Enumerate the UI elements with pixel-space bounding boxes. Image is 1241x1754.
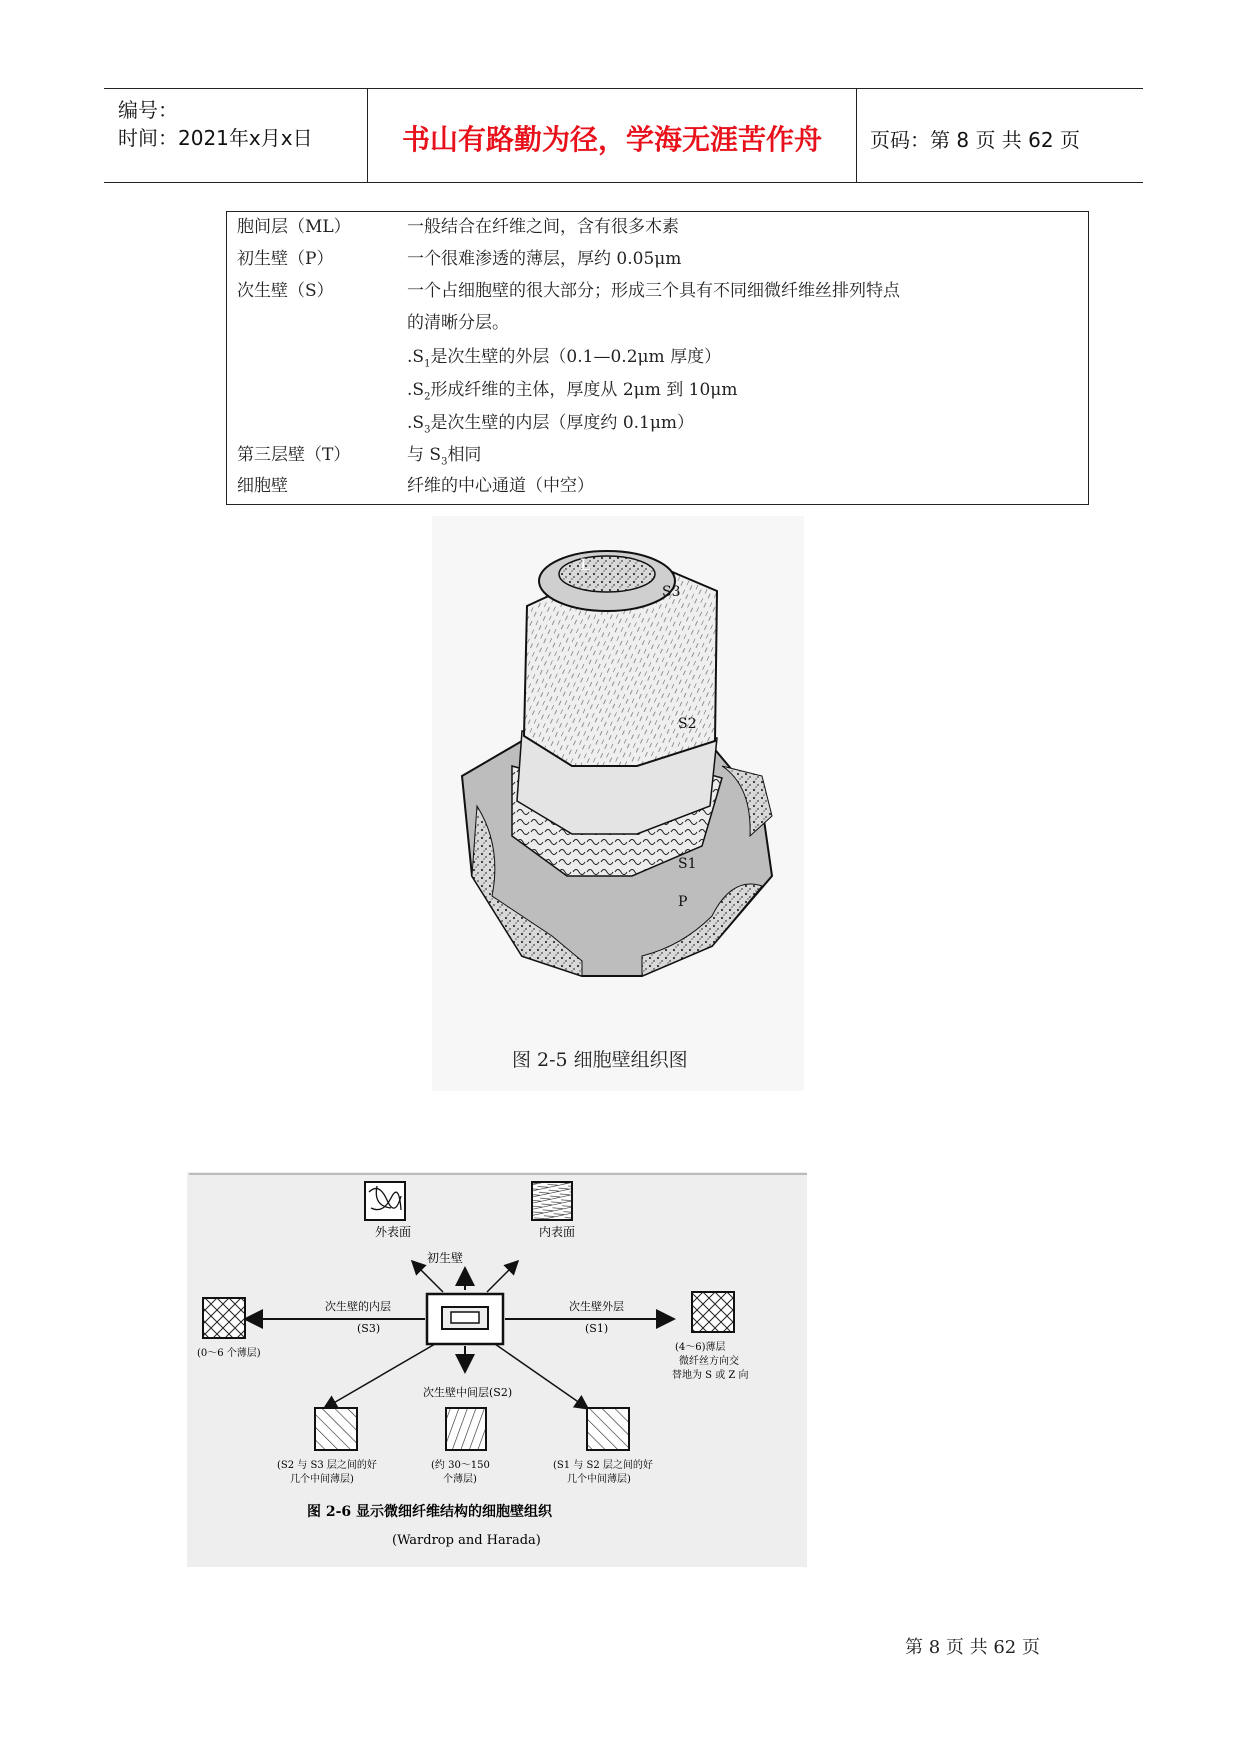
cell-wall-table xyxy=(226,211,1089,505)
header-divider xyxy=(856,89,857,182)
header-divider xyxy=(367,89,368,182)
motto: 书山有路勤为径，学海无涯苦作舟 xyxy=(401,123,822,156)
figure-caption: 图 2-6 显示微细纤维结构的细胞壁组织 xyxy=(307,1504,553,1520)
label-s2: S2 xyxy=(678,716,697,732)
bottom-mid-note-line2: 个薄层) xyxy=(443,1474,477,1485)
figure-caption: 图 2-5 细胞壁组织图 xyxy=(512,1049,688,1071)
inner-surface-label: 内表面 xyxy=(539,1225,576,1239)
row-desc: 纤维的中心通道（中空） xyxy=(407,476,594,496)
microfibril-diagram xyxy=(187,1172,807,1567)
label-s1: S1 xyxy=(678,856,697,872)
label-l: L xyxy=(580,555,591,574)
row-term: 次生壁（S） xyxy=(237,281,334,301)
outer-surface-label: 外表面 xyxy=(375,1225,412,1239)
s1-pattern-box xyxy=(692,1292,734,1332)
page-footer: 第 8 页 共 62 页 xyxy=(905,1637,1040,1658)
row-term: 第三层壁（T） xyxy=(237,445,351,465)
label-s3: S3 xyxy=(662,584,681,600)
s2-pattern-box xyxy=(446,1408,486,1450)
row-term: 初生壁（P） xyxy=(237,249,334,269)
right-note-line3: 替地为 S 或 Z 向 xyxy=(672,1370,749,1381)
right-note-line2: 微纤丝方向交 xyxy=(679,1356,739,1367)
inner-layer-label: 次生壁的内层 xyxy=(325,1300,391,1313)
left-note: (0～6 个薄层) xyxy=(197,1348,261,1359)
s2-s3-transition-box xyxy=(315,1408,357,1450)
inner-layer-symbol: (S3) xyxy=(357,1322,381,1335)
s1-s2-transition-box xyxy=(587,1408,629,1450)
bottom-mid-note-line1: (约 30～150 xyxy=(431,1460,490,1471)
time-label: 时间：2021年x月x日 xyxy=(118,126,313,150)
bottom-left-note-line1: (S2 与 S3 层之间的好 xyxy=(277,1460,377,1471)
s3-pattern-box xyxy=(203,1298,245,1338)
row-desc: $.S_2$形成纤维的主体，厚度从 2μm 到 10μm xyxy=(407,380,738,403)
primary-wall-label: 初生壁 xyxy=(427,1251,464,1265)
bottom-left-note-line2: 几个中间薄层) xyxy=(290,1474,354,1485)
row-desc: 一个很难渗透的薄层，厚约 0.05μm xyxy=(407,249,682,269)
row-desc: $.S_1$是次生壁的外层（0.1—0.2μm 厚度） xyxy=(407,347,722,370)
header-bottom-rule xyxy=(104,182,1143,183)
page-label: 页码：第 8 页 共 62 页 xyxy=(870,128,1080,152)
figure-credit: (Wardrop and Harada) xyxy=(392,1533,541,1548)
row-desc: 与 $S_3$相同 xyxy=(407,445,482,468)
label-p: P xyxy=(678,894,688,910)
cell-wall-illustration xyxy=(432,516,804,1091)
header-top-rule xyxy=(104,88,1143,89)
number-label: 编号： xyxy=(118,98,178,122)
inner-surface-box xyxy=(532,1182,572,1220)
row-desc: 一般结合在纤维之间，含有很多木素 xyxy=(407,217,679,237)
row-desc: 的清晰分层。 xyxy=(407,313,509,333)
right-note-line1: (4～6)薄层 xyxy=(675,1342,726,1353)
middle-layer-label: 次生壁中间层(S2) xyxy=(423,1386,513,1399)
outer-layer-symbol: (S1) xyxy=(585,1322,609,1335)
row-desc: $.S_3$是次生壁的内层（厚度约 0.1μm） xyxy=(407,413,695,436)
center-cell-lumen xyxy=(451,1312,479,1323)
row-term: 胞间层（ML） xyxy=(237,217,351,237)
outer-layer-label: 次生壁外层 xyxy=(569,1300,624,1313)
bottom-right-note-line1: (S1 与 S2 层之间的好 xyxy=(553,1460,653,1471)
bottom-right-note-line2: 几个中间薄层) xyxy=(567,1474,631,1485)
lumen xyxy=(559,556,655,592)
row-term: 细胞壁 xyxy=(237,476,288,496)
row-desc: 一个占细胞壁的很大部分；形成三个具有不同细微纤维丝排列特点 xyxy=(407,281,900,301)
